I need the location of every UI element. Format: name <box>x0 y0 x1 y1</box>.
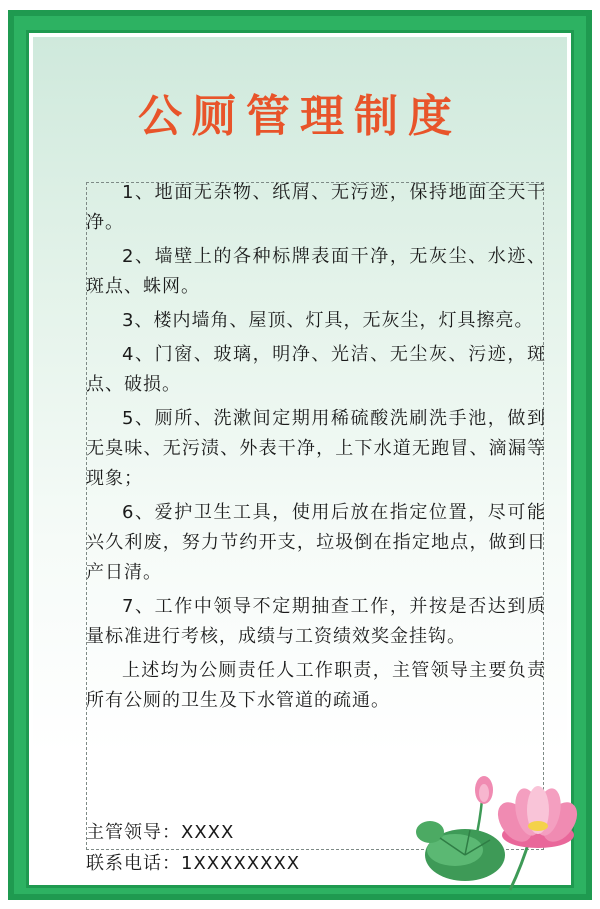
rule-item-1: 1、地面无杂物、纸屑、无污迹，保持地面全天干净。 <box>86 182 546 233</box>
rule-item-2: 2、墙壁上的各种标牌表面干净，无灰尘、水迹、斑点、蛛网。 <box>86 246 546 297</box>
supervisor-line: 主管领导：XXXX <box>86 822 235 843</box>
notice-title: 公厕管理制度 <box>138 91 462 142</box>
rules-list <box>86 178 546 720</box>
rule-item-4: 4、门窗、玻璃，明净、光洁、无尘灰、污迹，斑点、破损。 <box>86 344 546 395</box>
summary-paragraph: 上述均为公厕责任人工作职责，主管领导主要负责所有公厕的卫生及下水管道的疏通。 <box>86 660 546 711</box>
rule-item-5: 5、厕所、洗漱间定期用稀硫酸洗刷洗手池，做到无臭味、无污渍、外表干净，上下水道无跑冒、滴漏等现象； <box>86 408 546 489</box>
phone-line: 联系电话：1XXXXXXXX <box>86 853 301 874</box>
rule-item-7: 7、工作中领导不定期抽查工作，并按是否达到质量标准进行考核，成绩与工资绩效奖金挂钩。 <box>86 596 546 647</box>
rule-item-6: 6、爱护卫生工具，使用后放在指定位置，尽可能兴久利废，努力节约开支，垃圾倒在指定地点，做到日产日清。 <box>86 502 546 583</box>
rule-item-3: 3、楼内墙角、屋顶、灯具，无灰尘，灯具擦亮。 <box>122 310 534 331</box>
lotus-illustration-icon <box>410 760 580 895</box>
